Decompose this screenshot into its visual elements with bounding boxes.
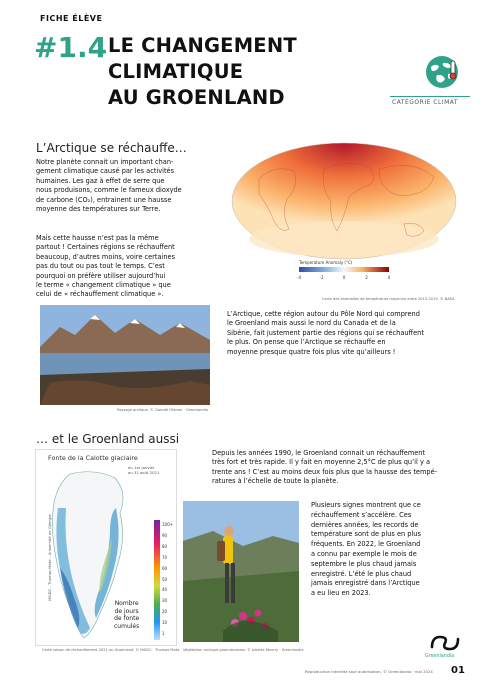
map-caption: Carte des anomalies de température moyenne entre 2015-2019. © NASA: [322, 297, 455, 301]
temperature-anomaly-map: [229, 139, 459, 294]
scale-label: 1: [162, 631, 165, 637]
text-line: trente ans ! C’est au moins deux fois plus que la hausse des tempé-: [212, 467, 438, 476]
text-line: moyenne presque quatre fois plus vite qu’ailleurs !: [227, 347, 396, 356]
category-label: CATÉGORIE CLIMAT: [392, 99, 459, 106]
scale-label: 20: [162, 609, 168, 615]
kicker-label: FICHE ÉLÈVE: [40, 14, 103, 23]
sheet-number: #1.4: [34, 31, 108, 64]
text-line: enregistré. L’été le plus chaud: [311, 569, 412, 578]
map-legend-tick: 2: [365, 275, 368, 280]
scale-label: 90: [162, 532, 168, 538]
arctic-vegetation-photo: [183, 501, 299, 642]
melt-color-scale: [154, 520, 162, 640]
scale-label: 80: [162, 543, 168, 549]
page-number: 01: [451, 665, 465, 676]
text-line: humaines. Les gaz à effet de serre que: [36, 176, 165, 185]
text-line: celui de « réchauffement climatique ».: [36, 290, 164, 299]
text-line: le terme « changement climatique » que: [36, 281, 171, 290]
text-line: réchauffement s’accélère. Ces: [311, 510, 412, 519]
section-heading-greenland: … et le Groenland aussi: [36, 432, 180, 446]
photo-caption-vegetation: Végétation arctique groenlandaise. © Juliette Meurry · Greenlandia: [183, 648, 304, 652]
title-line-3: AU GROENLAND: [108, 86, 285, 109]
greenland-melt-map: [35, 449, 177, 646]
text-line: L’Arctique, cette région autour du Pôle Nord qui comprend: [227, 310, 420, 318]
map-legend-tick: -4: [297, 275, 301, 280]
text-line: jamais enregistré dans l’Arctique: [311, 579, 420, 588]
reproduction-notice: Reproduction interdite sauf autorisation. © Greenlandia · mai 2024: [305, 669, 433, 674]
map-legend-title: Temperature Anomaly (°C): [299, 260, 353, 265]
scale-label: 60: [162, 565, 168, 571]
greenlandia-logo-icon: [428, 633, 462, 653]
scale-label: 50: [162, 576, 168, 582]
brand-name: Greenlandia: [425, 654, 455, 659]
text-line: Mais cette hausse n’est pas la même: [36, 234, 159, 242]
text-line: a eu lieu en 2023.: [311, 589, 371, 598]
text-line: de jours: [114, 607, 139, 615]
text-line: le plus. On pense que l’Arctique se réchauffe en: [227, 338, 386, 347]
arctic-paragraph-3: [227, 310, 467, 357]
melt-map-title: Fonte de la Calotte glaciaire: [48, 454, 138, 462]
section-heading-arctic: L’Arctique se réchauffe…: [36, 141, 187, 155]
text-line: pourquoi on préfère utiliser aujourd’hui: [36, 271, 166, 280]
greenland-paragraph-2: [311, 501, 481, 599]
text-line: Depuis les années 1990, le Groenland connait un réchauffement: [212, 449, 426, 457]
arctic-paragraph-2: [36, 234, 226, 300]
arctic-paragraph-1: [36, 158, 226, 214]
text-line: de fonte: [114, 615, 140, 623]
map-legend-tick: 0: [342, 275, 346, 280]
scale-label: 30: [162, 598, 168, 604]
category-rule: [390, 96, 470, 97]
melt-map-caption: Carte saison de réchauffement 2021 au Groenland. © NSIDC · Thomas Mote: [42, 648, 180, 652]
title-line-2: CLIMATIQUE: [108, 60, 244, 83]
text-line: Nombre: [114, 600, 139, 607]
map-legend-tick: 4: [387, 275, 391, 280]
melt-scale-labels: [162, 520, 173, 640]
text-line: de carbone (CO₂), entrainent une hausse: [36, 195, 172, 204]
text-line: dernières années, les records de: [311, 520, 419, 529]
text-line: partout ! Certaines régions se réchauffent: [36, 243, 175, 252]
text-line: très fort et très rapide. Il y fait en moyenne 2,5°C de plus qu’il y a: [212, 458, 430, 467]
scale-label: 100+: [162, 522, 173, 527]
greenland-paragraph-1: [212, 449, 474, 487]
text-line: Notre planète connait un important chan-: [36, 158, 174, 166]
scale-label: 40: [162, 587, 168, 593]
climate-globe-icon: [425, 55, 459, 89]
text-line: ratures à l’échelle de toute la planète.: [212, 477, 339, 486]
melt-map-side-credit: NSIDC - Thomas Mote - Université de Géorgie: [46, 514, 52, 601]
photo-caption-arctic: Paysage arctique. © Gwenël Hübner · Greenlandia: [117, 408, 208, 412]
text-line: fréquents. En 2022, le Groenland: [311, 540, 421, 549]
text-line: septembre le plus chaud jamais: [311, 559, 417, 568]
text-line: au 31 août 2021: [128, 470, 160, 475]
text-line: beaucoup, d’autres moins, voire certaines: [36, 252, 176, 261]
map-legend-tick: -2: [319, 275, 324, 280]
text-line: gement climatique causé par les activités: [36, 167, 175, 176]
text-line: pas du tout ou pas tout le temps. C’est: [36, 262, 165, 271]
title-line-1: LE CHANGEMENT: [108, 34, 297, 57]
text-line: le Groenland mais aussi le nord du Canada et de la: [227, 319, 396, 328]
text-line: Plusieurs signes montrent que ce: [311, 501, 421, 509]
text-line: nous produisons, comme le fameux dioxyde: [36, 186, 182, 195]
melt-legend: [114, 600, 139, 630]
text-line: température sont de plus en plus: [311, 530, 421, 539]
text-line: Sibérie, fait justement partie des régions qui se réchauffent: [227, 328, 424, 337]
map-legend-bar: [299, 267, 389, 272]
text-line: moyenne des températures sur Terre.: [36, 205, 161, 214]
page-title: [108, 33, 297, 111]
text-line: du 1er janvier: [128, 465, 155, 470]
text-line: a connu par exemple le mois de: [311, 549, 417, 558]
scale-label: 70: [162, 554, 168, 560]
arctic-landscape-photo: [40, 305, 210, 405]
text-line: cumulés: [114, 622, 140, 630]
scale-label: 10: [162, 620, 168, 626]
